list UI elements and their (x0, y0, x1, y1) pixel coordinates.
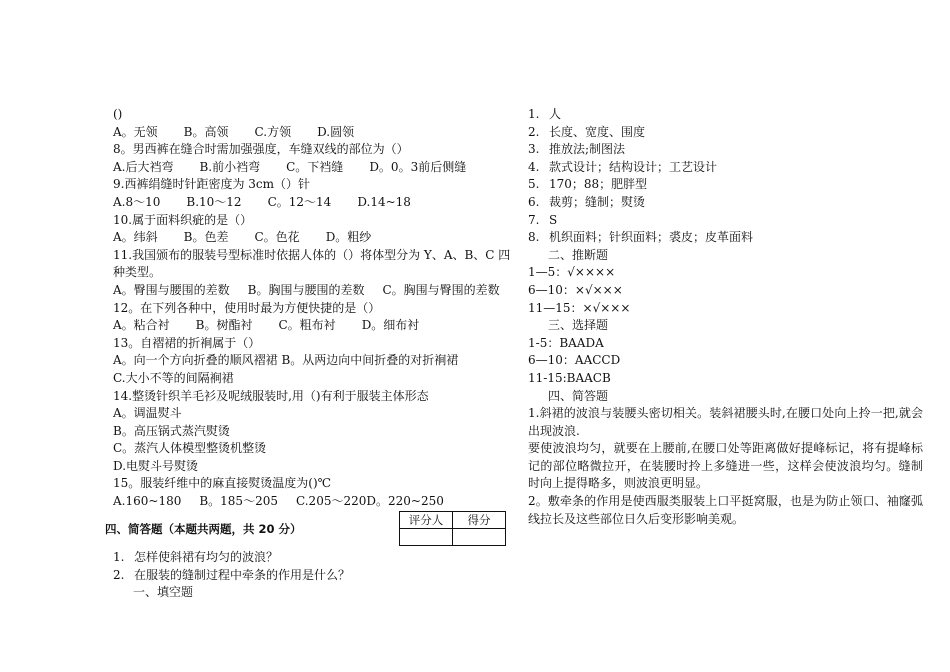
answer-paragraph: 1.斜裙的波浪与装腰头密切相关。装斜裙腰头时,在腰口处向上拎一把,就会出现波浪. (528, 406, 923, 438)
option-text: C.205～220D。220~250 (295, 494, 444, 509)
question-text: 10.属于面料织疵的是（） (113, 212, 253, 227)
answer-number: 6. (528, 194, 540, 209)
score-table (399, 511, 506, 546)
question-text: 11.我国颁布的服装号型标准时依据人体的（）将体型分为 Y、A、B、C 四 (113, 247, 511, 262)
question-line (113, 212, 513, 230)
question-line (113, 247, 513, 265)
question-line (113, 317, 513, 335)
fill-answer-item (528, 212, 923, 230)
answer-number: 8. (528, 230, 540, 245)
question-line (113, 405, 513, 423)
answer-paragraph: 2。敷牵条的作用是使西服类服装上口平挺窝服，也是为防止领口、袖窿弧线拉长及这些部位日久后变形影响美观。 (528, 494, 923, 526)
section4-title: 四、简答题（本题共两题，共 20 分） (105, 522, 302, 536)
option-text: B。树酯衬 (195, 318, 253, 333)
question-line (113, 388, 513, 406)
answer-number: 5. (528, 177, 540, 192)
question-text: C.大小不等的间隔裥裙 (113, 370, 234, 385)
fill-answer-item (528, 124, 923, 142)
option-text: D.圆领 (317, 124, 355, 139)
option-text: B。185～205 (199, 494, 278, 509)
question-line (113, 229, 513, 247)
option-text: C。12～14 (267, 194, 332, 209)
answer-text: 裁剪；缝制；熨烫 (549, 194, 646, 209)
option-text: C。胸围与臀围的差数 (382, 282, 500, 297)
question-text: 种类型。 (113, 265, 162, 280)
answer-number: 1. (528, 107, 540, 121)
fill-answer-item (528, 229, 923, 247)
question-line (113, 458, 513, 476)
score-header: 得分 (453, 512, 506, 529)
question-text: B。高压锅式蒸汽熨烫 (113, 423, 230, 438)
fill-answer-item (528, 159, 923, 177)
choice-title: 三、选择题 (548, 318, 609, 333)
question-text: D.电熨斗号熨烫 (113, 458, 199, 473)
option-text: D.14~18 (357, 194, 411, 209)
option-text: C.方领 (254, 124, 292, 139)
option-text: B。色差 (183, 230, 229, 245)
option-text: A.后大裆弯 (113, 159, 174, 174)
question-text: 8。男西裤在缝合时需加强强度，车缝双线的部位为（） (113, 142, 409, 157)
question-line (113, 493, 513, 511)
answer-text: 长度、宽度、围度 (549, 124, 646, 139)
question-line (113, 370, 513, 388)
option-text: C。色花 (254, 230, 300, 245)
choice-answer: 6—10：AACCD (528, 353, 621, 368)
answer-number: 3. (528, 142, 540, 157)
question-text: 14.整烫针织羊毛衫及呢绒服装时,用（)有利于服装主体形态 (113, 388, 429, 403)
question-text: A。调温熨斗 (113, 406, 182, 421)
fill-answer-item (528, 106, 923, 124)
option-text: B.10～12 (186, 194, 242, 209)
question-line (113, 141, 513, 159)
option-text: A。纬斜 (113, 230, 158, 245)
question-text: 13。自褶裙的折裥属于（） (113, 335, 261, 350)
short-answer-title: 四、简答题 (548, 388, 609, 403)
option-text: D。0。3前后侧缝 (369, 159, 467, 174)
option-text: A.8～10 (113, 194, 161, 209)
left-column (113, 106, 513, 511)
option-text: A。臀围与腰围的差数 (113, 282, 230, 297)
fill-answer-item (528, 141, 923, 159)
answer-text: 170；88；肥胖型 (549, 177, 648, 192)
question-line (113, 176, 513, 194)
judge-answer: 6—10：×√××× (528, 282, 623, 297)
option-text: C。粗布衬 (278, 318, 336, 333)
answer-heading: 一、填空题 (133, 585, 194, 600)
answer-column (528, 106, 923, 528)
answer-number: 7. (528, 212, 540, 227)
grader-cell (400, 529, 453, 546)
option-text: B。高领 (183, 124, 229, 139)
question-item (113, 549, 350, 567)
answer-text: 机织面料；针织面料；裘皮；皮革面料 (549, 230, 754, 245)
option-text: A。无领 (113, 124, 158, 139)
option-text: D。细布衬 (361, 318, 420, 333)
choice-answer: 1-5：BAADA (528, 335, 604, 350)
judge-answer: 11—15：×√××× (528, 300, 631, 315)
answer-text: 款式设计；结构设计；工艺设计 (549, 159, 718, 174)
question-text: C。蒸汽人体模型整烫机整烫 (113, 441, 267, 456)
question-text: 9.西裤绢缝时针距密度为 3cm（）针 (113, 177, 310, 192)
question-line (113, 194, 513, 212)
short-answer-questions (113, 549, 350, 602)
answer-number: 2. (528, 124, 540, 139)
fill-answer-item (528, 194, 923, 212)
question-text: 在服装的缝制过程中牵条的作用是什么？ (134, 567, 351, 582)
score-cell (453, 529, 506, 546)
question-line (113, 264, 513, 282)
question-text: 15。服装纤维中的麻直接熨烫温度为()℃ (113, 476, 332, 491)
answer-text: 推放法;制图法 (549, 142, 626, 157)
question-text: 怎样使斜裙有均匀的波浪？ (134, 550, 279, 564)
question-number: 1. (113, 550, 125, 564)
question-line (113, 440, 513, 458)
question-text: () (113, 107, 123, 121)
question-text: A。向一个方向折叠的顺风褶裙 B。从两边向中间折叠的对折裥裙 (113, 353, 459, 368)
choice-answer: 11-15:BAACB (528, 370, 611, 385)
question-number: 2. (113, 567, 125, 582)
option-text: A。粘合衬 (113, 318, 170, 333)
option-text: B。胸围与腰围的差数 (247, 282, 365, 297)
question-text: 12。在下列各种中，使用时最为方便快捷的是（） (113, 300, 381, 315)
judge-title: 二、推断题 (548, 247, 609, 262)
question-list (113, 106, 513, 511)
answer-text: 人 (549, 107, 562, 121)
grader-header: 评分人 (400, 512, 453, 529)
answer-paragraph: 要使波浪均匀，就要在上腰前,在腰口处等距离做好提峰标记，将有提峰标记的部位略微拉开，在装腰时拎上多缝进一些，这样会使波浪均匀。缝制时向上提得略多，则波浪更明显。 (528, 441, 923, 491)
question-line (113, 124, 513, 142)
fill-answer-item (528, 176, 923, 194)
fill-answers (528, 106, 923, 247)
question-line (113, 159, 513, 177)
question-item (113, 567, 350, 585)
question-line (113, 106, 513, 124)
answer-number: 4. (528, 159, 540, 174)
option-text: A.160~180 (113, 494, 182, 509)
answer-text: S (549, 212, 558, 227)
question-line (113, 282, 513, 300)
option-text: D。粗纱 (325, 230, 372, 245)
option-text: C。下裆缝 (286, 159, 344, 174)
question-line (113, 475, 513, 493)
judge-answer: 1—5：√×××× (528, 265, 616, 280)
question-line (113, 423, 513, 441)
question-line (113, 352, 513, 370)
option-text: B.前小裆弯 (199, 159, 261, 174)
question-line (113, 300, 513, 318)
question-line (113, 335, 513, 353)
